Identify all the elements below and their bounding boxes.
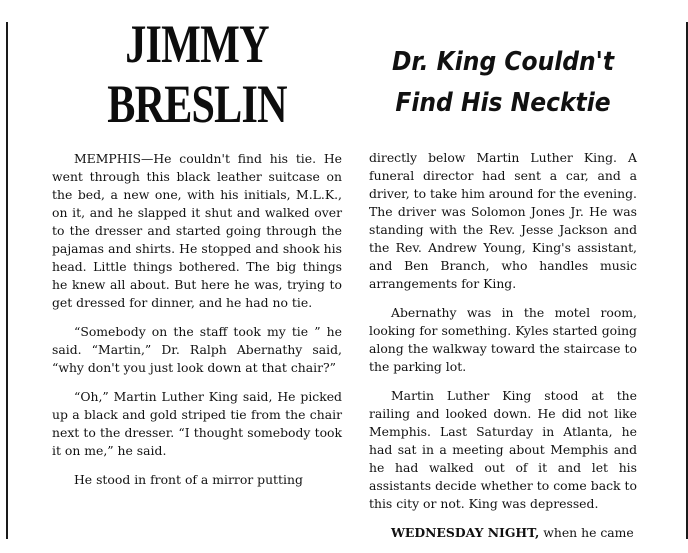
article-paragraph: directly below Martin Luther King. A funeral director had sent a car, and a driver, to take him around for the evening. The driver was Solomon Jones Jr. He was standing with the Rev. Jesse Jackson and the Rev. Andrew Young, King's assistant, and Ben Branch, who handles music arrangements for King. [369,150,637,291]
article-paragraph: “Oh,” Martin Luther King said, He picked up a black and gold striped tie from the chair next to the dresser. “I thought somebody took it on me,” he said. [52,389,342,458]
headline [382,42,623,124]
kicker-continuation: when he came [539,525,634,540]
headline-line-1: Dr. King Couldn't [391,47,615,77]
article-paragraph-last [369,524,637,542]
article-paragraph: Abernathy was in the motel room, looking for something. Kyles started going along the walkway toward the staircase to the parking lot. [369,305,637,374]
left-column-rule [6,22,8,539]
byline-last-name: BRESLIN [107,74,287,134]
section-kicker: WEDNESDAY NIGHT, [391,525,540,540]
byline [84,14,310,134]
byline-first-name: JIMMY [125,14,269,74]
article-paragraph: Martin Luther King stood at the railing and looked down. He did not like Memphis. Last Saturday in Atlanta, he had sat in a meeting about Memphis and he had walked out of it and let his assistants decide whether to come back to this city or not. King was depressed. [369,388,637,511]
article-paragraph: He stood in front of a mirror putting [74,472,303,487]
headline-line-2: Find His Necktie [395,88,611,118]
left-article-body [52,150,342,487]
right-article-body [369,149,637,553]
article-paragraph: “Somebody on the staff took my tie ” he said. “Martin,” Dr. Ralph Abernathy said, “why don't you just look down at that chair?” [52,324,342,375]
article-paragraph: MEMPHIS—He couldn't find his tie. He went through this black leather suitcase on the bed, a new one, with his initials, M.L.K., on it, and he slapped it shut and walked over to the dresser and started going through the pajamas and shirts. He stopped and shook his head. Little things bothered. The big things he knew all about. But here he was, trying to get dressed for dinner, and he had no tie. [52,151,342,310]
